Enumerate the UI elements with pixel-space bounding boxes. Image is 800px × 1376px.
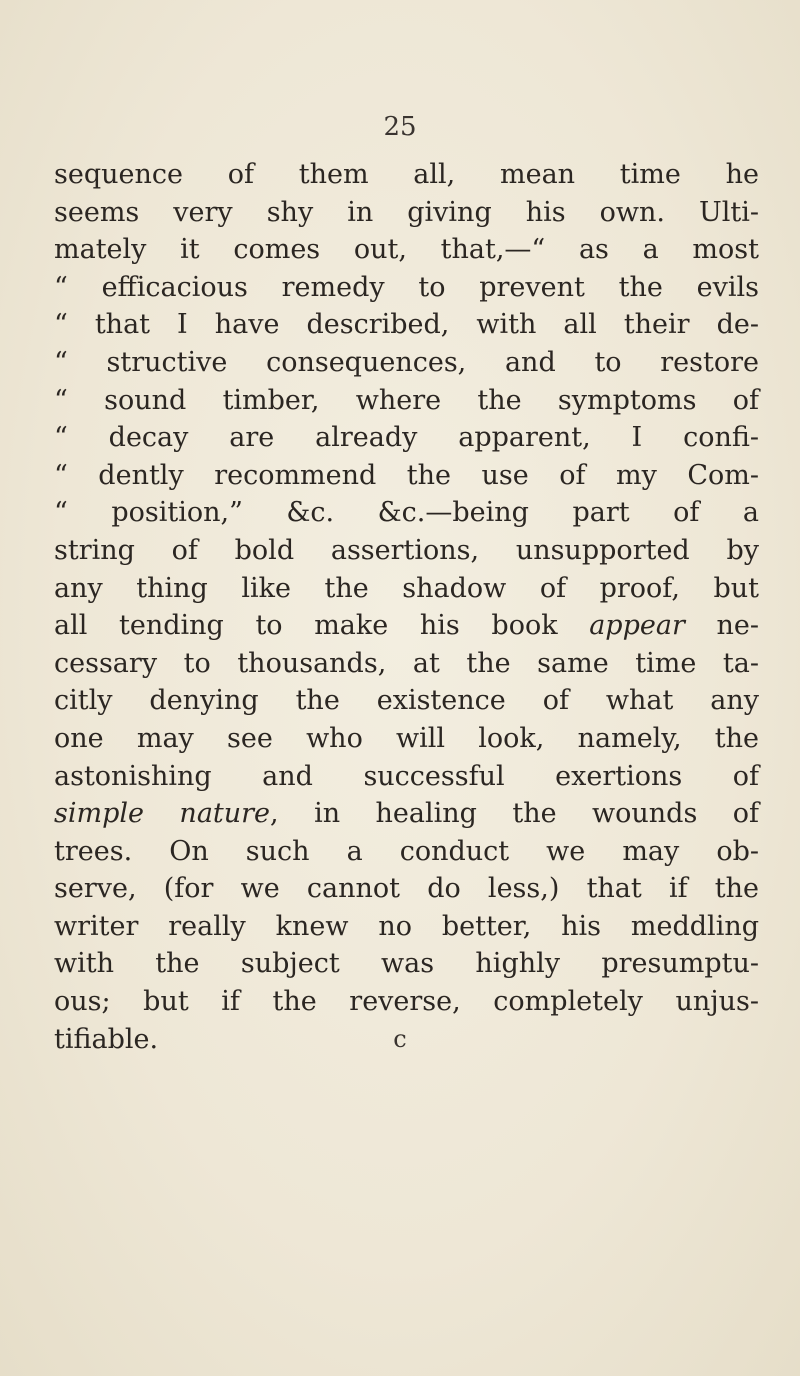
text-line: seems very shy in giving his own. Ulti- — [54, 196, 759, 228]
text-line: with the subject was highly presumptu- — [54, 948, 759, 980]
text-line — [54, 795, 759, 833]
text-segment: all tending to make his book — [54, 610, 590, 642]
text-line — [54, 570, 759, 608]
body-text — [54, 156, 759, 1058]
text-line: sequence of them all, mean time he — [54, 159, 759, 190]
text-line: string of bold assertions, unsupported by — [54, 534, 759, 566]
text-line: astonishing and successful exertions of — [54, 760, 759, 792]
text-line: ous; but if the reverse, completely unjus- — [54, 986, 759, 1018]
text-line: “ structive consequences, and to restore — [54, 346, 759, 378]
text-line: “ sound timber, where the symptoms of — [54, 384, 759, 416]
text-line — [54, 607, 759, 645]
text-line: serve, (for we cannot do less,) that if the — [54, 873, 759, 905]
text-segment: , in healing the wounds of — [270, 798, 759, 830]
text-line: “ decay are already apparent, I confi- — [54, 422, 759, 454]
text-line: cessary to thousands, at the same time ta- — [54, 647, 759, 679]
signature-mark: c — [393, 1025, 407, 1053]
text-line: “ position,” &c. &c.—being part of a — [54, 497, 759, 529]
text-line: mately it comes out, that,—“ as a most — [54, 234, 759, 266]
text-line: “ dently recommend the use of my Com- — [54, 459, 759, 491]
italic-word: appear — [589, 610, 685, 642]
page-number: 25 — [383, 112, 417, 142]
text-line: citly denying the existence of what any — [54, 685, 759, 717]
text-line: one may see who will look, namely, the — [54, 722, 759, 754]
text-line: trees. On such a conduct we may ob- — [54, 835, 759, 867]
text-line: writer really knew no better, his meddling — [54, 910, 759, 942]
text-line: “ that I have described, with all their de- — [54, 309, 759, 341]
text-line: tifiable. — [54, 1023, 159, 1055]
text-segment: ne- — [684, 610, 759, 642]
italic-phrase: simple nature — [54, 798, 271, 830]
text-segment: any thing like the shadow of proof, but — [54, 572, 759, 604]
text-line: “ efficacious remedy to prevent the evils — [54, 271, 759, 303]
